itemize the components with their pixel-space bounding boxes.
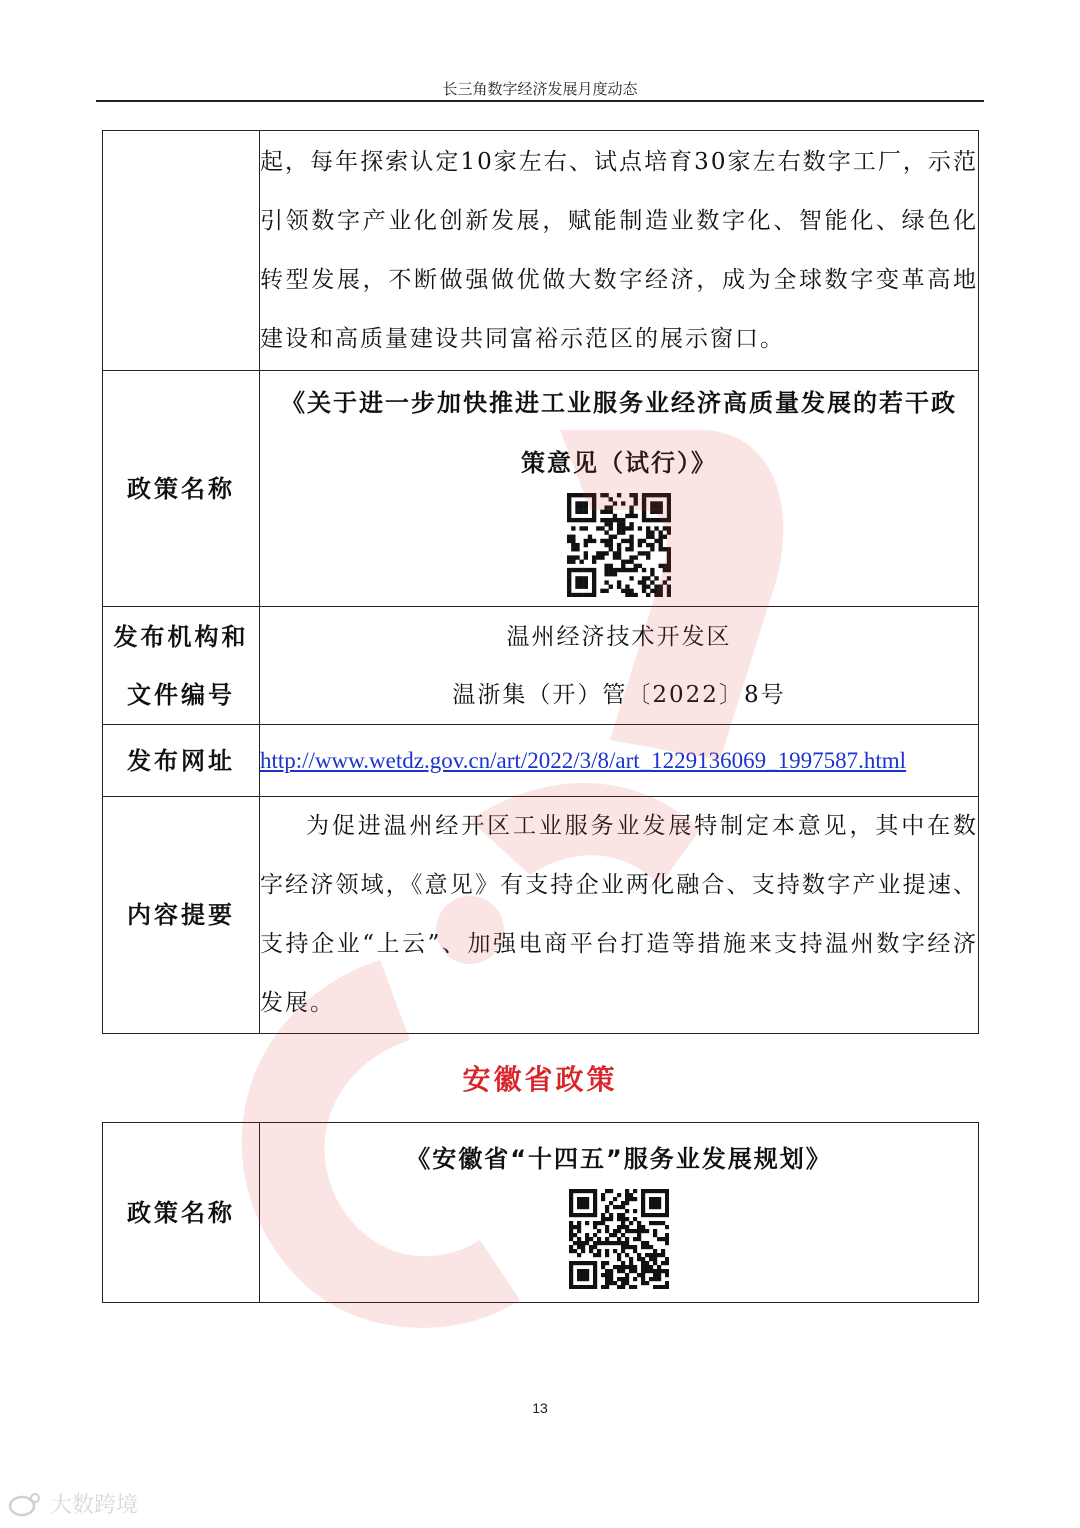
policy-table-zhejiang: [102, 130, 979, 1034]
document-number: 温浙集（开）管〔2022〕8号: [452, 681, 786, 708]
qr-code-icon[interactable]: [567, 493, 671, 597]
summary-cell: [260, 797, 979, 1034]
policy-title-line1: 《关于进一步加快推进工业服务业经济高质量发展的若干政: [281, 388, 957, 417]
corner-watermark: [8, 1488, 138, 1519]
continuation-text: 起，每年探索认定10家左右、试点培育30家左右数字工厂，示范引领数字产业化创新发展，赋能制造业数字化、智能化、绿色化转型发展，不断做强做优做大数字经济，成为全球数字变革高地建设和高质量建设共同富裕示范区的展示窗口。: [260, 148, 978, 352]
corner-watermark-text: 大数跨境: [50, 1493, 139, 1518]
issuer-label-line1: 发布机构和: [113, 622, 249, 651]
weibo-style-logo-icon: [8, 1491, 44, 1517]
summary-text: 为促进温州经开区工业服务业发展特制定本意见，其中在数字经济领域，《意见》有支持企业两化融合、支持数字产业提速、支持企业“上云”、加强电商平台打造等措施来支持温州数字经济发展。: [260, 813, 978, 1016]
publication-url-link[interactable]: http://www.wetdz.gov.cn/art/2022/3/8/art_1229136069_1997587.html: [260, 747, 907, 773]
table-row-issuer: [103, 607, 979, 725]
issuer-label-line2: 文件编号: [127, 680, 235, 709]
url-label: 发布网址: [103, 725, 260, 797]
url-cell: [260, 725, 979, 797]
policy-name-label-anhui: 政策名称: [103, 1123, 260, 1303]
table-row-policy-name-anhui: [103, 1123, 979, 1303]
section-title-anhui: 安徽省政策: [462, 1063, 618, 1096]
policy-title-anhui: 《安徽省“十四五”服务业发展规划》: [406, 1144, 832, 1173]
issuer-label-cell: [103, 607, 260, 725]
empty-label-cell: [103, 131, 260, 371]
page-number: 13: [532, 1400, 548, 1416]
table-row-continuation: [103, 131, 979, 371]
issuer-cell: [260, 607, 979, 725]
table-row-url: [103, 725, 979, 797]
issuer-name: 温州经济技术开发区: [506, 623, 732, 650]
policy-table-anhui: [102, 1122, 979, 1303]
policy-name-cell: [260, 371, 979, 607]
header-rule: [96, 100, 984, 102]
policy-name-label: 政策名称: [103, 371, 260, 607]
table-row-policy-name: [103, 371, 979, 607]
table-row-summary: [103, 797, 979, 1034]
policy-name-cell-anhui: [260, 1123, 979, 1303]
page-header-title: 长三角数字经济发展月度动态: [442, 80, 638, 98]
summary-label: 内容提要: [103, 797, 260, 1034]
qr-code-icon[interactable]: [569, 1189, 669, 1289]
policy-title-line2: 策意见（试行）》: [521, 448, 717, 477]
continuation-cell: [260, 131, 979, 371]
